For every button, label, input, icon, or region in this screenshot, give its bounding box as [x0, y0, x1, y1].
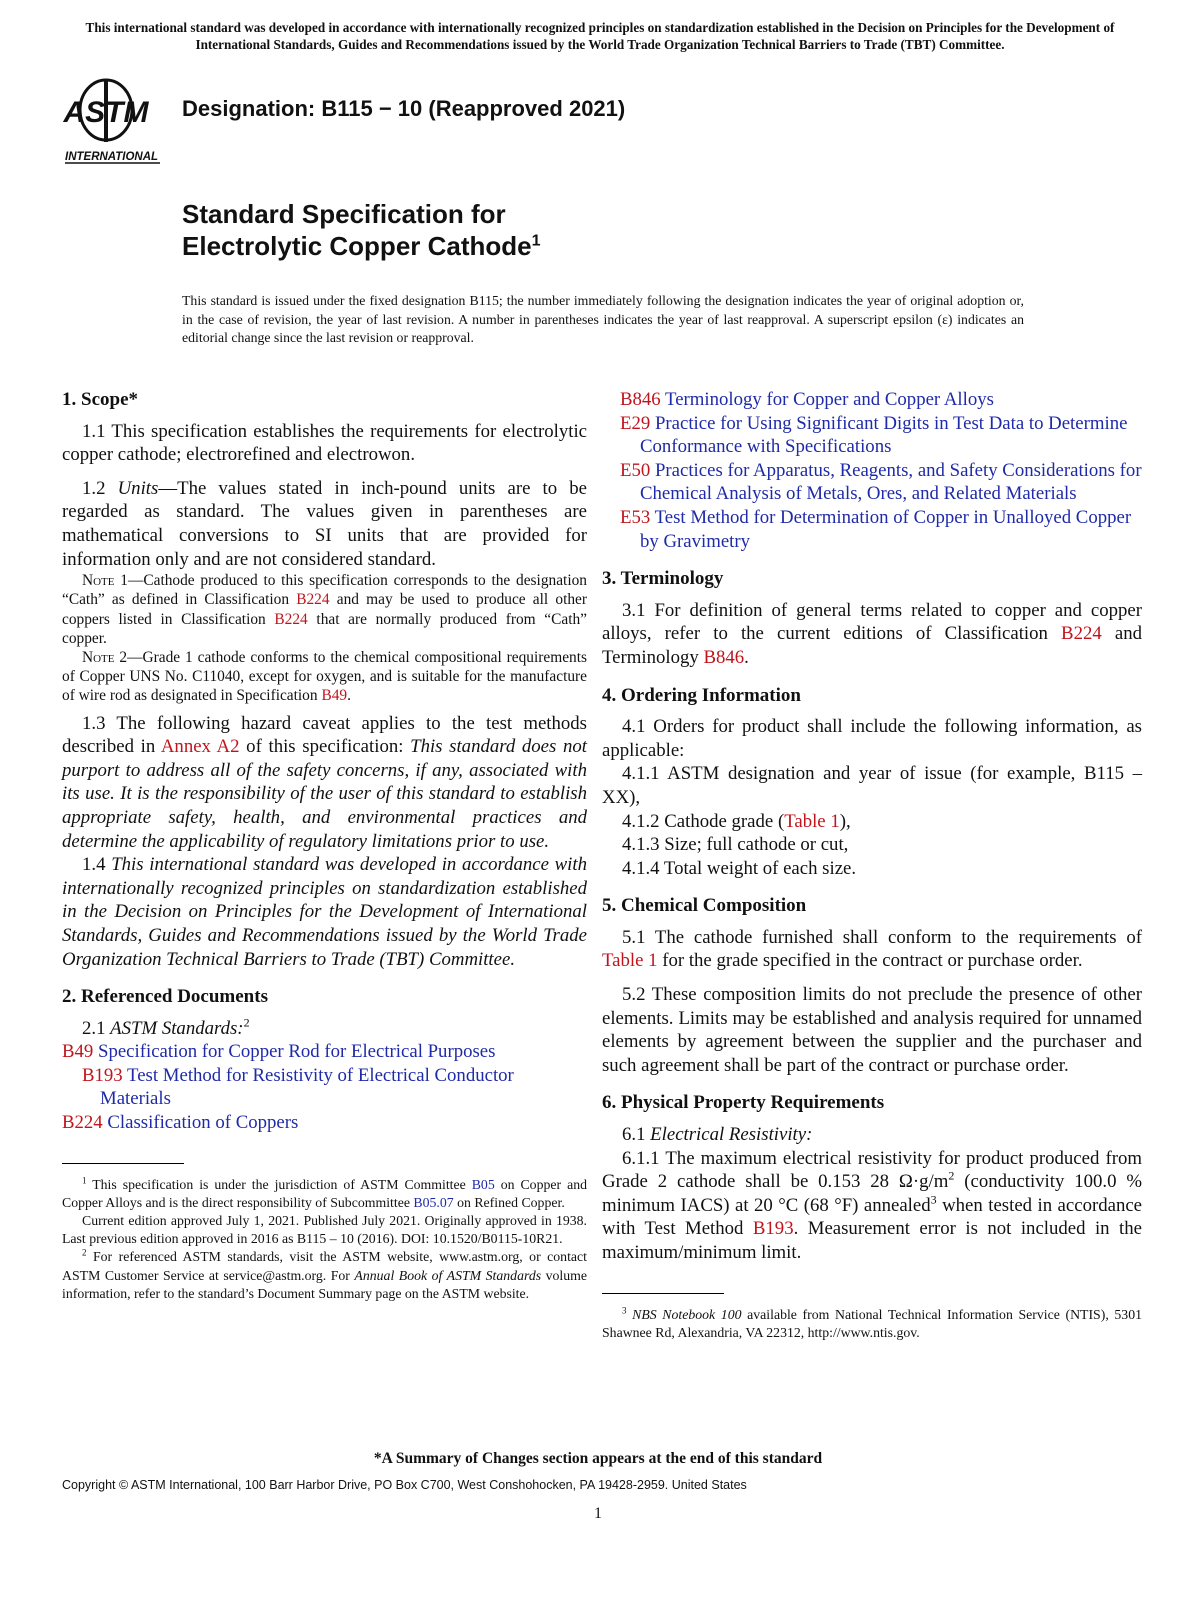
logo-subtext: INTERNATIONAL	[65, 151, 159, 163]
top-notice: This international standard was developed in accordance with internationally recognized principles on standardization established in the Decision on Principles for the Development of International Standards, Guides and Recommendations issued by the World Trade Organization Technical Barriers to Trade (TBT) Committee.	[85, 20, 1115, 52]
section-4-heading: 4. Ordering Information	[602, 684, 801, 706]
section-3-heading: 3. Terminology	[602, 568, 724, 590]
ref-b846[interactable]: B846 Terminology for Copper and Copper Alloys	[620, 389, 994, 410]
link-annex-a2[interactable]: Annex A2	[160, 736, 240, 758]
para-4-1-2: 4.1.2 Cathode grade (Table 1),	[622, 810, 851, 832]
right-column	[602, 388, 1143, 1342]
note-2: Note 2—Grade 1 cathode conforms to the chemical compositional requirements of Copper UNS No. C11040, except for oxygen, and is suitable for the manufacture of wire rod as designated in Specification B49.	[62, 648, 587, 705]
ref-e53[interactable]: E53 Test Method for Determination of Copper in Unalloyed Copper by Gravimetry	[620, 506, 1132, 552]
link-b05-07[interactable]: B05.07	[413, 1194, 454, 1210]
para-6-1-1: 6.1.1 The maximum electrical resistivity for product produced from Grade 2 cathode shall be 0.153 28 $\Omega\cdot g/m^2$ (conductivity 100.0 % minimum IACS) at 20 °C (68 °F) annealed$^3$ when tested in accordance with Test Method B193. Measurement error is not included in the maximum/minimum limit.	[602, 1147, 1143, 1263]
footnote-1: $^1$ This specification is under the jurisdiction of ASTM Committee B05 on Copper and Copper Alloys and is the direct responsibility of Subcommittee B05.07 on Refined Copper.	[62, 1175, 587, 1210]
para-1-4: 1.4 This international standard was developed in accordance with internationally recognized principles on standardization established in the Decision on Principles for the Development of International Standards, Guides and Recommendations issued by the World Trade Organization Technical Barriers to Trade (TBT) Committee.	[62, 854, 588, 970]
para-4-1-3: 4.1.3 Size; full cathode or cut,	[622, 834, 849, 856]
copyright-line: Copyright © ASTM International, 100 Barr Harbor Drive, PO Box C700, West Conshohocken, PA 19428-2959. United States	[62, 1478, 747, 1492]
para-1-2: 1.2 Units—The values stated in inch-pound units are to be regarded as standard. The values given in parentheses are mathematical conversions to SI units that are provided for information only and are not considered standard.	[62, 477, 587, 570]
footnote-2: $^2$ For referenced ASTM standards, visit the ASTM website, www.astm.org, or contact ASTM Customer Service at service@astm.org. For Annual Book of ASTM Standards volume information, refer to the standard’s Document Summary page on the ASTM website.	[62, 1247, 587, 1301]
link-table-1[interactable]: Table 1	[602, 950, 658, 972]
section-1-heading: 1. Scope*	[62, 389, 138, 410]
title-line-1: Standard Specification for	[182, 199, 506, 229]
para-4-1: 4.1 Orders for product shall include the following information, as applicable:	[602, 716, 1142, 761]
footnote-3: $^3$ NBS Notebook 100 available from National Technical Information Service (NTIS), 5301 Shawnee Rd, Alexandria, VA 22312, http://www.ntis.gov.	[602, 1305, 1142, 1340]
ref-b49[interactable]: B49 Specification for Copper Rod for Electrical Purposes	[62, 1041, 496, 1063]
para-4-1-4: 4.1.4 Total weight of each size.	[622, 857, 857, 879]
document-title	[182, 198, 541, 262]
designation: Designation: B115 − 10 (Reapproved 2021)	[182, 96, 626, 121]
footnote-rule	[602, 1293, 724, 1294]
note-1: Note 1—Cathode produced to this specification corresponds to the designation “Cath” as defined in Classification B224 and may be used to produce all other coppers listed in Classification B224 that are normally produced from “Cath” copper.	[62, 572, 587, 647]
logo-letters: ASTM	[63, 96, 149, 129]
link-b224[interactable]: B224	[1061, 623, 1102, 645]
para-5-2: 5.2 These composition limits do not preclude the presence of other elements. Limits may be established and analysis required for unnamed elements by agreement between the supplier and the purchaser and such agreement shall be part of the contract or purchase order.	[602, 984, 1142, 1076]
link-b193[interactable]: B193	[752, 1218, 794, 1240]
link-table-1[interactable]: Table 1	[784, 810, 840, 832]
section-2-heading: 2. Referenced Documents	[62, 986, 268, 1008]
title-footnote-mark: 1	[531, 232, 541, 250]
intro-paragraph: This standard is issued under the fixed designation B115; the number immediately following the designation indicates the year of original adoption or, in the case of revision, the year of last revision. A number in parentheses indicates the year of last reapproval. A superscript epsilon (ε) indicates an editorial change since the last revision or reapproval.	[182, 293, 1024, 345]
link-b846[interactable]: B846	[703, 646, 745, 668]
astm-logo-icon	[62, 70, 174, 168]
link-b05[interactable]: B05	[471, 1176, 495, 1192]
link-b224[interactable]: B224	[274, 610, 308, 628]
page-number: 1	[594, 1505, 602, 1522]
astm-logo	[62, 70, 174, 168]
left-column	[62, 388, 587, 1303]
para-4-1-1: 4.1.1 ASTM designation and year of issue (for example, B115 – XX),	[602, 763, 1142, 808]
ref-e50[interactable]: E50 Practices for Apparatus, Reagents, and Safety Considerations for Chemical Analysis of Metals, Ores, and Related Materials	[620, 459, 1142, 505]
link-b224[interactable]: B224	[296, 591, 330, 609]
ref-b193[interactable]: B193 Test Method for Resistivity of Electrical Conductor Materials	[82, 1064, 514, 1110]
footnote-rule	[62, 1163, 184, 1164]
para-5-1: 5.1 The cathode furnished shall conform to the requirements of Table 1 for the grade specified in the contract or purchase order.	[602, 926, 1142, 972]
section-5-heading: 5. Chemical Composition	[602, 895, 807, 917]
section-6-heading: 6. Physical Property Requirements	[602, 1092, 885, 1114]
ref-e29[interactable]: E29 Practice for Using Significant Digits in Test Data to Determine Conformance with Specifications	[620, 412, 1128, 458]
para-6-1: 6.1 Electrical Resistivity:	[622, 1124, 813, 1146]
link-b49[interactable]: B49	[321, 687, 348, 705]
para-1-1: 1.1 This specification establishes the requirements for electrolytic copper cathode; electrorefined and electrowon.	[62, 420, 587, 466]
ref-b224[interactable]: B224 Classification of Coppers	[62, 1112, 299, 1134]
title-line-2: Electrolytic Copper Cathode$^1$	[182, 231, 541, 261]
footnote-1-edition: Current edition approved July 1, 2021. Published July 2021. Originally approved in 1938. Last previous edition approved in 2016 as B115 – 10 (2016). DOI: 10.1520/B0115-10R21.	[62, 1213, 587, 1247]
para-1-3: 1.3 The following hazard caveat applies to the test methods described in Annex A2 of this specification: This standard does not purport to address all of the safety concerns, if any, associated with its use. It is the responsibility of the user of this standard to establish appropriate safety, health, and environmental practices and determine the applicability of regulatory limitations prior to use.	[62, 712, 587, 852]
para-3-1: 3.1 For definition of general terms related to copper and copper alloys, refer to the current editions of Classification B224 and Terminology B846.	[602, 599, 1142, 668]
summary-of-changes-note: *A Summary of Changes section appears at the end of this standard	[373, 1450, 823, 1467]
para-2-1: 2.1 ASTM Standards:$^2$	[82, 1015, 250, 1039]
